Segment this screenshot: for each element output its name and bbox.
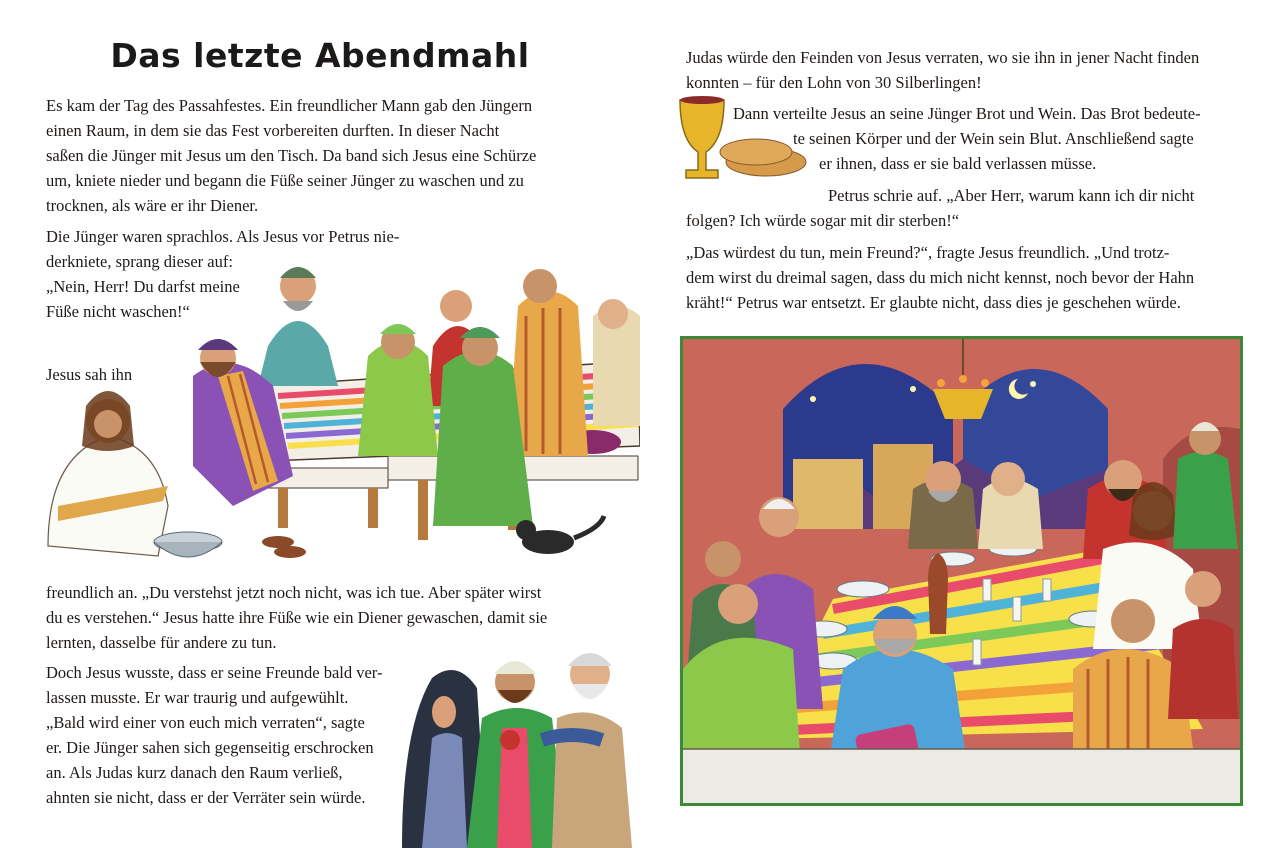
black-cat bbox=[516, 516, 604, 554]
text-line: Petrus schrie auf. „Aber Herr, warum kann ich dir nicht bbox=[828, 186, 1195, 205]
floor-bench bbox=[683, 749, 1240, 803]
text-line: „Das würdest du tun, mein Freund?“, fragte Jesus freundlich. „Und trotz- bbox=[686, 243, 1170, 262]
text-line: ahnten sie nicht, dass er der Verräter sein würde. bbox=[46, 788, 366, 807]
text-line: Füße nicht waschen!“ bbox=[46, 302, 190, 321]
last-supper-scene bbox=[683, 339, 1240, 803]
text-line: du es verstehen.“ Jesus hatte ihre Füße wie ein Diener gewaschen, damit sie bbox=[46, 608, 548, 627]
text-line: folgen? Ich würde sogar mit dir sterben!“ bbox=[686, 211, 960, 230]
text-line: um, kniete nieder und begann die Füße seiner Jünger zu waschen und zu bbox=[46, 171, 524, 190]
text-line: Es kam der Tag des Passahfestes. Ein freundlicher Mann gab den Jüngern bbox=[46, 96, 533, 115]
page-title: Das letzte Abendmahl bbox=[110, 36, 530, 75]
text-line: konnten – für den Lohn von 30 Silberlingen! bbox=[686, 73, 982, 92]
judas-figure bbox=[467, 661, 567, 848]
text-line: er. Die Jünger sahen sich gegenseitig erschrocken bbox=[46, 738, 374, 757]
text-line: „Bald wird einer von euch mich verraten“, sagte bbox=[46, 713, 365, 732]
text-line: freundlich an. „Du verstehst jetzt noch nicht, was ich tue. Aber später wirst bbox=[46, 583, 542, 602]
paragraph-1 bbox=[46, 93, 606, 218]
text-line: trocknen, als wäre er ihr Diener. bbox=[46, 196, 259, 215]
text-line: kräht!“ Petrus war entsetzt. Er glaubte nicht, dass dies je geschehen würde. bbox=[686, 293, 1181, 312]
right-page bbox=[640, 0, 1280, 848]
paragraph-3: Jesus sah ihn bbox=[46, 365, 133, 384]
basin bbox=[154, 532, 222, 557]
text-line: derkniete, sprang dieser auf: bbox=[46, 252, 233, 271]
text-line: Die Jünger waren sprachlos. Als Jesus vor Petrus nie- bbox=[46, 227, 400, 246]
text-line: an. Als Judas kurz danach den Raum verließ, bbox=[46, 763, 343, 782]
text-line: einen Raum, in dem sie das Fest vorbereiten durften. In dieser Nacht bbox=[46, 121, 500, 140]
text-line: dem wirst du dreimal sagen, dass du mich nicht kennst, noch bevor der Hahn bbox=[686, 268, 1195, 287]
golden-goblet-icon bbox=[680, 96, 724, 178]
judas-illustration bbox=[392, 640, 640, 848]
paragraph-3 bbox=[686, 183, 1256, 233]
paragraph-1 bbox=[686, 45, 1256, 95]
last-supper-illustration bbox=[680, 336, 1243, 806]
text-line: te seinen Körper und der Wein sein Blut. Anschließend sagte bbox=[793, 129, 1194, 148]
sandals bbox=[262, 536, 306, 558]
paragraph-4 bbox=[686, 240, 1256, 315]
text-line: Judas würde den Feinden von Jesus verraten, wo sie ihn in jener Nacht finden bbox=[686, 48, 1200, 67]
paragraph-2 bbox=[733, 101, 1253, 176]
text-line: lernten, dasselbe für andere zu tun. bbox=[46, 633, 277, 652]
text-line: Dann verteilte Jesus an seine Jünger Brot und Wein. Das Brot bedeute- bbox=[733, 104, 1201, 123]
jesus-kneeling-figure bbox=[48, 391, 168, 556]
text-line: „Nein, Herr! Du darfst meine bbox=[46, 277, 240, 296]
paragraph-5 bbox=[46, 660, 396, 810]
text-line: saßen die Jünger mit Jesus um den Tisch. Da band sich Jesus eine Schürze bbox=[46, 146, 537, 165]
foot-washing-illustration bbox=[28, 246, 640, 568]
text-line: Doch Jesus wusste, dass er seine Freunde bald ver- bbox=[46, 663, 383, 682]
text-line: er ihnen, dass er sie bald verlassen müsse. bbox=[819, 154, 1097, 173]
text-line: lassen musste. Er war traurig und aufgewühlt. bbox=[46, 688, 349, 707]
